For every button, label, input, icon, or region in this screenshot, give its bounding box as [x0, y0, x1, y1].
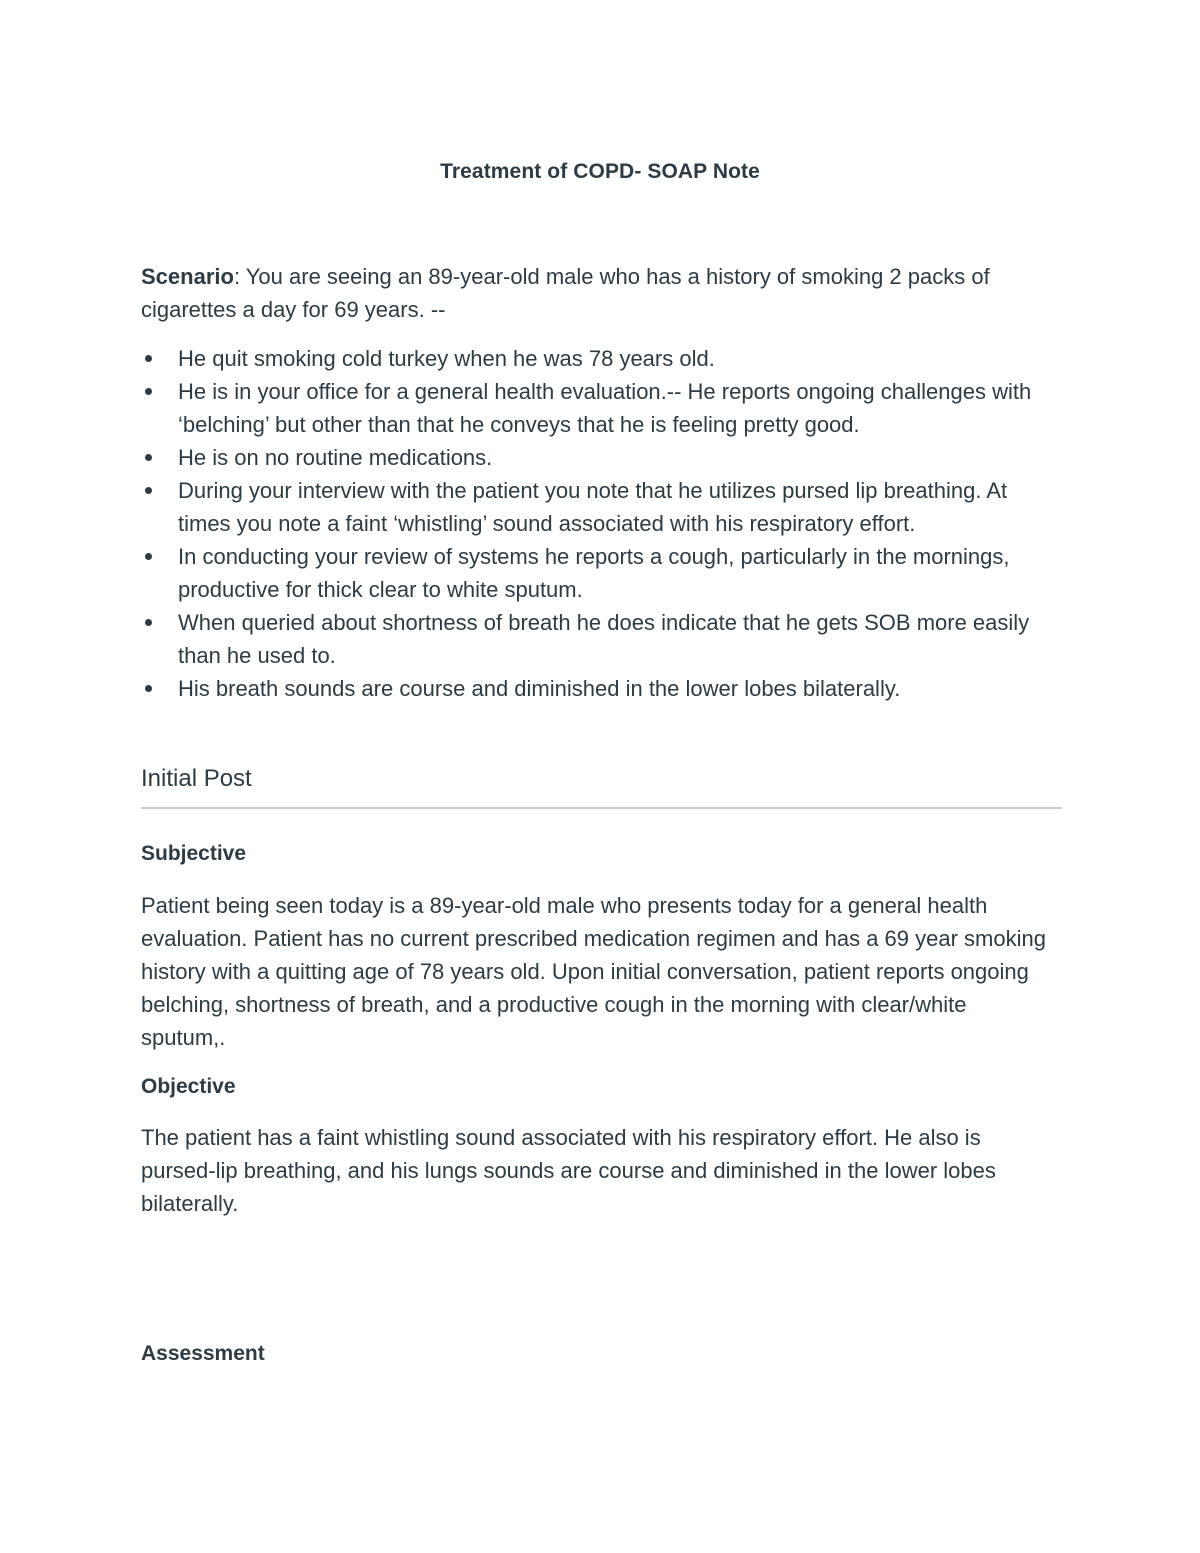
list-item-text: When queried about shortness of breath he does indicate that he gets SOB more easily than he used to. [178, 610, 1030, 668]
bullet-icon [145, 454, 152, 461]
section-divider [141, 807, 1062, 809]
list-item-text: His breath sounds are course and diminished in the lower lobes bilaterally. [178, 676, 901, 701]
subjective-heading: Subjective [141, 842, 247, 865]
objective-text: The patient has a faint whistling sound associated with his respiratory effort. He also is pursed-lip breathing, and his lungs sounds are course and diminished in the lower lobes bilaterally. [141, 1125, 996, 1216]
bullet-icon [145, 685, 152, 692]
list-item [141, 375, 1062, 441]
document-title: Treatment of COPD- SOAP Note [440, 160, 760, 183]
scenario-label: Scenario [141, 264, 234, 289]
list-item [141, 672, 1062, 705]
scenario-paragraph [141, 260, 1046, 326]
list-item [141, 342, 1062, 375]
list-item-text: In conducting your review of systems he reports a cough, particularly in the mornings, productive for thick clear to white sputum. [178, 544, 1010, 602]
assessment-heading: Assessment [141, 1342, 265, 1365]
list-item [141, 540, 1062, 606]
scenario-text: : You are seeing an 89-year-old male who has a history of smoking 2 packs of cigarettes a day for 69 years. -- [141, 264, 990, 322]
list-item-text: He quit smoking cold turkey when he was 78 years old. [178, 346, 715, 371]
bullet-icon [145, 619, 152, 626]
list-item [141, 441, 1062, 474]
objective-heading: Objective [141, 1075, 236, 1098]
list-item-text: He is on no routine medications. [178, 445, 493, 470]
scenario-bullet-list [141, 342, 1062, 705]
list-item [141, 606, 1062, 672]
bullet-icon [145, 355, 152, 362]
subjective-text: Patient being seen today is a 89-year-old male who presents today for a general health evaluation. Patient has no current prescribed medication regimen and has a 69 year smoking history with a quitting age of 78 years old. Upon initial conversation, patient reports ongoing belching, shortness of breath, and a productive cough in the morning with clear/white sputum,. [141, 893, 1046, 1050]
bullet-icon [145, 487, 152, 494]
list-item-text: During your interview with the patient you note that he utilizes pursed lip breathing. At times you note a faint ‘whistling’ sound associated with his respiratory effort. [178, 478, 1008, 536]
list-item [141, 474, 1062, 540]
bullet-icon [145, 553, 152, 560]
bullet-icon [145, 388, 152, 395]
list-item-text: He is in your office for a general health evaluation.-- He reports ongoing challenges with ‘belching’ but other than that he conveys that he is feeling pretty good. [178, 379, 1032, 437]
initial-post-heading: Initial Post [141, 765, 252, 792]
